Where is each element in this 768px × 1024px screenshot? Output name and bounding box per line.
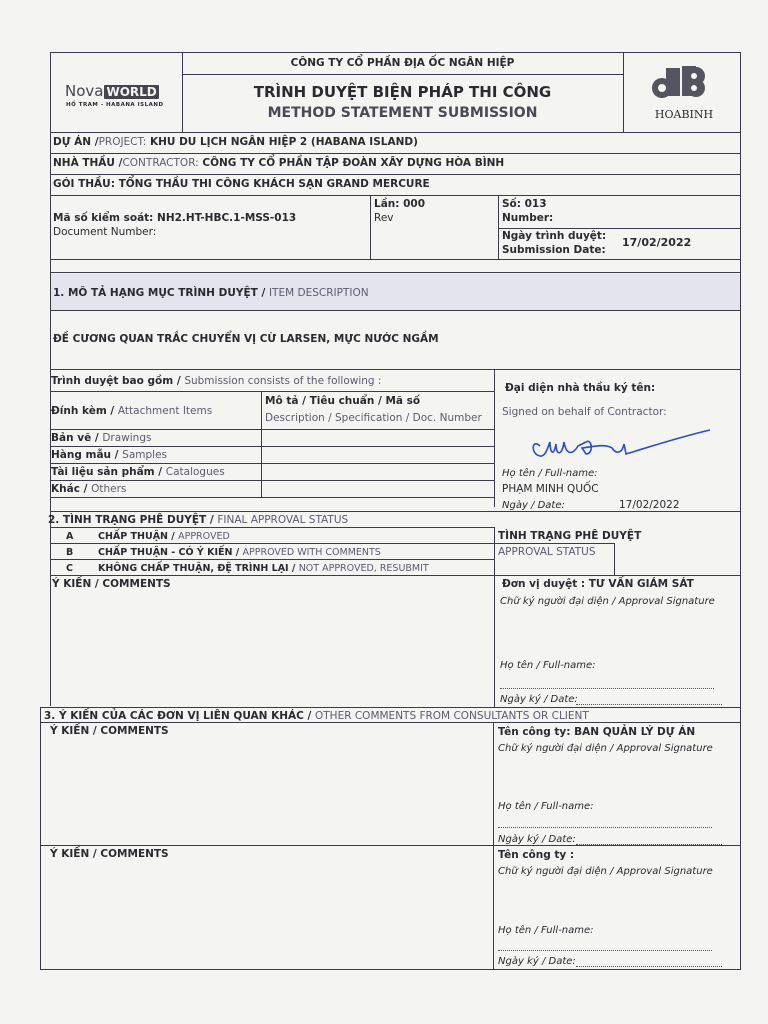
project-row: DỰ ÁN /PROJECT: KHU DU LỊCH NGÂN HIỆP 2 (HABANA ISLAND) (53, 136, 418, 148)
consultant-2-date-label: Ngày ký / Date: (498, 956, 576, 967)
consultant-2-date-line (576, 966, 722, 967)
hoabinh-name: HOABINH (654, 108, 714, 121)
contractor-fullname-label: Họ tên / Full-name: (502, 468, 598, 479)
approval-date-label: Ngày ký / Date: (500, 694, 578, 705)
rev-label: Lần: 000 (374, 198, 426, 210)
submission-date-label: Ngày trình duyệt: (502, 230, 607, 242)
attachment-label: Đính kèm / Attachment Items (51, 405, 213, 417)
submission-consists: Trình duyệt bao gồm / Submission consists of the following : (51, 375, 382, 387)
status-option-label: KHÔNG CHẤP THUẬN, ĐỆ TRÌNH LẠI / NOT APPROVED, RESUBMIT (98, 563, 429, 574)
attachment-item: Bản vẽ / Drawings (51, 432, 152, 444)
approval-fullname-line (500, 688, 714, 689)
attachment-item: Tài liệu sản phẩm / Catalogues (51, 466, 225, 478)
consultant-1-signature-label: Chữ ký người đại diện / Approval Signature (498, 743, 713, 754)
section3-comments-label-2: Ý KIẾN / COMMENTS (50, 848, 169, 860)
contractor-signature (526, 424, 716, 466)
consultant-1-fullname-line (498, 827, 712, 828)
hoabinh-mark-icon (632, 62, 736, 106)
submission-date-label-en: Submission Date: (502, 244, 606, 256)
approval-unit: Đơn vị duyệt : TƯ VẤN GIÁM SÁT (502, 578, 694, 590)
status-option-label: CHẤP THUẬN / APPROVED (98, 531, 230, 542)
section3-title: 3. Ý KIẾN CỦA CÁC ĐƠN VỊ LIÊN QUAN KHÁC / OTHER COMMENTS FROM CONSULTANTS OR CLIENT (44, 710, 589, 722)
novaworld-subtitle: HỒ TRAM - HABANA ISLAND (66, 102, 164, 108)
consultant-1-fullname-label: Họ tên / Full-name: (498, 801, 594, 812)
company-name: CÔNG TY CỔ PHẦN ĐỊA ỐC NGÂN HIỆP (290, 57, 515, 69)
status-option-code: B (66, 547, 74, 558)
section3-comments-label-1: Ý KIẾN / COMMENTS (50, 725, 169, 737)
status-option-code: A (66, 531, 74, 542)
approval-fullname-label: Họ tên / Full-name: (500, 660, 596, 671)
form-title-en: METHOD STATEMENT SUBMISSION (267, 105, 538, 121)
contractor-row: NHÀ THẦU /CONTRACTOR: CÔNG TY CỔ PHẦN TẬP ĐOÀN XÂY DỰNG HÒA BÌNH (53, 157, 505, 169)
consultant-2-fullname-label: Họ tên / Full-name: (498, 925, 594, 936)
approval-signature-label: Chữ ký người đại diện / Approval Signature (500, 596, 715, 607)
package-row: GÓI THẦU: TỔNG THẦU THI CÔNG KHÁCH SẠN GRAND MERCURE (53, 178, 430, 190)
status-option-code: C (66, 563, 73, 574)
approval-status-label-en: APPROVAL STATUS (498, 546, 596, 558)
rev-label-en: Rev (374, 212, 394, 224)
desc-spec-label: Mô tả / Tiêu chuẩn / Mã số (265, 395, 421, 407)
consultant-company-2: Tên công ty : (498, 849, 575, 861)
consultant-company-1: Tên công ty: BAN QUẢN LÝ DỰ ÁN (498, 726, 696, 738)
number-label: Số: 013 (502, 198, 547, 210)
contractor-date-value: 17/02/2022 (619, 499, 680, 511)
approval-date-line (576, 704, 722, 705)
novaworld-logo: Nova WORLD HỒ TRAM - HABANA ISLAND (65, 82, 164, 108)
doc-number-label-en: Document Number: (53, 226, 157, 238)
submission-date-value: 17/02/2022 (622, 236, 692, 249)
contractor-date-label: Ngày / Date: (502, 500, 565, 511)
form-title-vi: TRÌNH DUYỆT BIỆN PHÁP THI CÔNG (253, 83, 552, 101)
section2-comments-label: Ý KIẾN / COMMENTS (52, 578, 171, 590)
section1-title: 1. MÔ TẢ HẠNG MỤC TRÌNH DUYỆT / ITEM DESCRIPTION (53, 287, 369, 299)
attachment-item: Hàng mẫu / Samples (51, 449, 168, 461)
doc-number-row: Mã số kiểm soát: NH2.HT-HBC.1-MSS-013 (53, 212, 297, 224)
consultant-1-date-label: Ngày ký / Date: (498, 834, 576, 845)
item-description: ĐỀ CƯƠNG QUAN TRẮC CHUYỂN VỊ CỪ LARSEN, MỰC NƯỚC NGẦM (53, 333, 439, 345)
contractor-fullname-value: PHẠM MINH QUỐC (502, 483, 599, 495)
number-label-en: Number: (502, 212, 554, 224)
status-option-label: CHẤP THUẬN - CÓ Ý KIẾN / APPROVED WITH COMMENTS (98, 547, 381, 558)
consultant-2-signature-label: Chữ ký người đại diện / Approval Signature (498, 866, 713, 877)
contractor-signer-title: Đại diện nhà thầu ký tên: (505, 382, 656, 394)
method-statement-form (40, 52, 740, 970)
attachment-item: Khác / Others (51, 483, 127, 495)
consultant-2-fullname-line (498, 950, 712, 951)
hoabinh-logo (632, 62, 736, 124)
desc-spec-label-en: Description / Specification / Doc. Number (265, 412, 482, 424)
section2-title: 2. TÌNH TRẠNG PHÊ DUYỆT / FINAL APPROVAL STATUS (48, 514, 349, 526)
contractor-signer-title-en: Signed on behalf of Contractor: (502, 406, 667, 418)
approval-status-label: TÌNH TRẠNG PHÊ DUYỆT (498, 530, 642, 542)
